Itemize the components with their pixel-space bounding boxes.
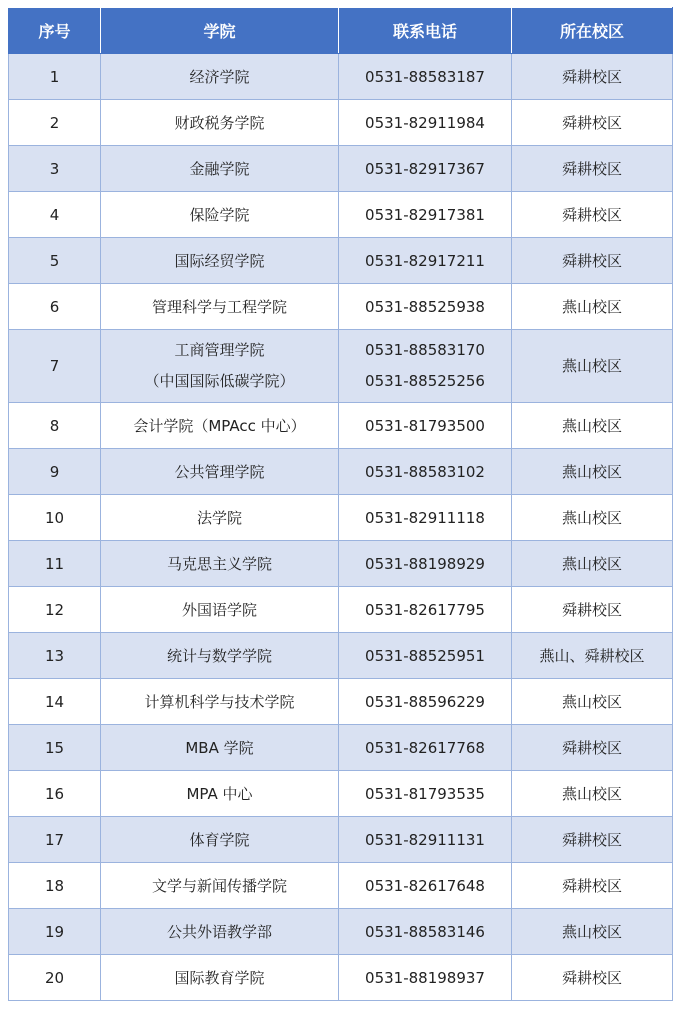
cell-college-text: 马克思主义学院 xyxy=(166,554,272,573)
cell-college xyxy=(101,403,339,449)
cell-college xyxy=(101,771,339,817)
cell-phone xyxy=(339,817,512,863)
cell-college xyxy=(101,633,339,679)
cell-phone xyxy=(339,495,512,541)
cell-serial-number xyxy=(9,54,101,100)
cell-phone xyxy=(339,679,512,725)
cell-phone xyxy=(339,146,512,192)
cell-college xyxy=(101,955,339,1001)
cell-campus xyxy=(512,817,673,863)
cell-phone-text: 0531-88525951 xyxy=(365,646,485,665)
cell-college-text: 保险学院 xyxy=(189,205,250,224)
cell-phone-text: 0531-82917381 xyxy=(365,205,485,224)
cell-campus-text: 舜耕校区 xyxy=(561,876,622,895)
cell-campus xyxy=(512,633,673,679)
cell-college-text: 法学院 xyxy=(196,508,242,527)
cell-phone-text: 0531-82911118 xyxy=(365,508,485,527)
header-college: 学院 xyxy=(101,8,339,54)
cell-phone xyxy=(339,955,512,1001)
table-row xyxy=(9,146,673,192)
cell-serial-number xyxy=(9,146,101,192)
cell-phone-text: 0531-81793535 xyxy=(365,784,485,803)
cell-serial-number xyxy=(9,284,101,330)
cell-college xyxy=(101,449,339,495)
table-row xyxy=(9,725,673,771)
cell-phone-text: 0531-88583102 xyxy=(365,462,485,481)
table-row xyxy=(9,449,673,495)
cell-campus-text: 舜耕校区 xyxy=(561,600,622,619)
cell-serial-number xyxy=(9,449,101,495)
cell-serial-number xyxy=(9,495,101,541)
cell-phone xyxy=(339,330,512,403)
cell-college-text: 管理科学与工程学院 xyxy=(151,297,287,316)
cell-campus-text: 舜耕校区 xyxy=(561,113,622,132)
cell-college xyxy=(101,541,339,587)
cell-campus xyxy=(512,146,673,192)
cell-campus xyxy=(512,449,673,495)
cell-serial-number-text: 8 xyxy=(49,416,60,435)
cell-college-text: 国际教育学院 xyxy=(174,968,265,987)
header-phone: 联系电话 xyxy=(339,8,512,54)
cell-campus xyxy=(512,725,673,771)
table-row xyxy=(9,771,673,817)
cell-college xyxy=(101,100,339,146)
table-row xyxy=(9,238,673,284)
cell-campus-text: 舜耕校区 xyxy=(561,830,622,849)
cell-campus xyxy=(512,863,673,909)
cell-college-text: 文学与新闻传播学院 xyxy=(151,876,287,895)
cell-campus xyxy=(512,238,673,284)
cell-phone-text: 0531-88583146 xyxy=(365,922,485,941)
cell-serial-number-text: 6 xyxy=(49,297,60,316)
cell-campus xyxy=(512,330,673,403)
cell-serial-number-text: 10 xyxy=(44,508,65,527)
table-body xyxy=(9,54,673,1001)
cell-serial-number xyxy=(9,771,101,817)
cell-phone xyxy=(339,633,512,679)
table-row xyxy=(9,284,673,330)
cell-serial-number xyxy=(9,238,101,284)
cell-campus xyxy=(512,284,673,330)
cell-phone-text: 0531-88198937 xyxy=(365,968,485,987)
cell-phone-text: 0531-81793500 xyxy=(365,416,485,435)
cell-serial-number-text: 5 xyxy=(49,251,60,270)
cell-campus xyxy=(512,495,673,541)
cell-phone-text: 0531-82617795 xyxy=(365,600,485,619)
cell-college-text: 金融学院 xyxy=(189,159,250,178)
cell-phone-text: 0531-88525938 xyxy=(365,297,485,316)
cell-college-text: 统计与数学学院 xyxy=(166,646,272,665)
cell-phone-text: 0531-88583187 xyxy=(365,67,485,86)
cell-serial-number-text: 7 xyxy=(49,356,60,375)
cell-college xyxy=(101,238,339,284)
cell-serial-number xyxy=(9,541,101,587)
cell-serial-number-text: 19 xyxy=(44,922,65,941)
cell-college-text: MBA 学院 xyxy=(185,738,254,757)
cell-college-text: MPA 中心 xyxy=(186,784,253,803)
cell-serial-number-text: 12 xyxy=(44,600,65,619)
table-row xyxy=(9,587,673,633)
cell-college-text: 会计学院（MPAcc 中心） xyxy=(133,416,306,435)
table-row xyxy=(9,541,673,587)
table-row xyxy=(9,54,673,100)
cell-serial-number xyxy=(9,817,101,863)
cell-college-text: 国际经贸学院 xyxy=(174,251,265,270)
cell-serial-number xyxy=(9,100,101,146)
cell-phone xyxy=(339,771,512,817)
cell-college-text: 公共管理学院 xyxy=(174,462,265,481)
cell-campus-text: 燕山校区 xyxy=(561,554,622,573)
table-row xyxy=(9,100,673,146)
cell-college xyxy=(101,587,339,633)
cell-serial-number xyxy=(9,679,101,725)
cell-phone-text: 0531-82911131 xyxy=(365,830,485,849)
cell-phone xyxy=(339,909,512,955)
cell-phone xyxy=(339,863,512,909)
cell-serial-number xyxy=(9,909,101,955)
cell-serial-number-text: 20 xyxy=(44,968,65,987)
cell-college xyxy=(101,725,339,771)
header-serial-number: 序号 xyxy=(9,8,101,54)
cell-phone xyxy=(339,587,512,633)
cell-campus-text: 舜耕校区 xyxy=(561,159,622,178)
cell-campus xyxy=(512,679,673,725)
header-campus: 所在校区 xyxy=(512,8,673,54)
cell-phone-text: 0531-88525256 xyxy=(365,372,485,390)
cell-college xyxy=(101,909,339,955)
table-row xyxy=(9,403,673,449)
cell-phone xyxy=(339,238,512,284)
cell-phone-text: 0531-88198929 xyxy=(365,554,485,573)
cell-phone-text: 0531-88596229 xyxy=(365,692,485,711)
cell-campus-text: 舜耕校区 xyxy=(561,738,622,757)
cell-phone xyxy=(339,541,512,587)
cell-serial-number xyxy=(9,955,101,1001)
cell-campus xyxy=(512,192,673,238)
cell-college xyxy=(101,192,339,238)
cell-campus-text: 燕山校区 xyxy=(561,416,622,435)
cell-college-text: 财政税务学院 xyxy=(174,113,265,132)
cell-college xyxy=(101,863,339,909)
table-header xyxy=(9,8,673,54)
cell-campus xyxy=(512,541,673,587)
cell-phone-text: 0531-82617768 xyxy=(365,738,485,757)
cell-serial-number xyxy=(9,863,101,909)
table-row xyxy=(9,909,673,955)
cell-campus xyxy=(512,955,673,1001)
cell-phone-text: 0531-82917367 xyxy=(365,159,485,178)
cell-serial-number xyxy=(9,633,101,679)
cell-serial-number xyxy=(9,192,101,238)
cell-college xyxy=(101,330,339,403)
cell-phone-text: 0531-82617648 xyxy=(365,876,485,895)
cell-college xyxy=(101,284,339,330)
cell-serial-number xyxy=(9,403,101,449)
cell-phone xyxy=(339,449,512,495)
cell-campus xyxy=(512,771,673,817)
cell-serial-number-text: 1 xyxy=(49,67,60,86)
cell-campus xyxy=(512,403,673,449)
cell-phone-text: 0531-82917211 xyxy=(365,251,485,270)
cell-phone xyxy=(339,100,512,146)
cell-college-text: 计算机科学与技术学院 xyxy=(144,692,295,711)
cell-serial-number xyxy=(9,725,101,771)
cell-campus-text: 燕山校区 xyxy=(561,508,622,527)
cell-serial-number-text: 17 xyxy=(44,830,65,849)
table-row xyxy=(9,330,673,403)
cell-phone-text: 0531-82911984 xyxy=(365,113,485,132)
cell-campus-text: 舜耕校区 xyxy=(561,968,622,987)
cell-serial-number-text: 13 xyxy=(44,646,65,665)
cell-serial-number-text: 11 xyxy=(44,554,65,573)
cell-campus-text: 燕山校区 xyxy=(561,692,622,711)
cell-college-text: 体育学院 xyxy=(189,830,250,849)
cell-campus-text: 燕山校区 xyxy=(561,462,622,481)
cell-campus xyxy=(512,54,673,100)
cell-college-text: 工商管理学院 xyxy=(174,341,265,359)
cell-serial-number-text: 2 xyxy=(49,113,60,132)
cell-campus-text: 燕山校区 xyxy=(561,356,622,375)
cell-campus-text: 舜耕校区 xyxy=(561,205,622,224)
cell-serial-number-text: 16 xyxy=(44,784,65,803)
cell-phone xyxy=(339,54,512,100)
cell-phone xyxy=(339,284,512,330)
table-row xyxy=(9,679,673,725)
cell-college xyxy=(101,817,339,863)
cell-college xyxy=(101,679,339,725)
cell-phone xyxy=(339,192,512,238)
cell-serial-number-text: 18 xyxy=(44,876,65,895)
college-contact-table xyxy=(8,7,673,1001)
cell-campus xyxy=(512,587,673,633)
cell-serial-number xyxy=(9,587,101,633)
cell-serial-number xyxy=(9,330,101,403)
cell-campus xyxy=(512,909,673,955)
cell-serial-number-text: 3 xyxy=(49,159,60,178)
cell-campus-text: 燕山、舜耕校区 xyxy=(539,646,645,665)
cell-college xyxy=(101,54,339,100)
table-row xyxy=(9,863,673,909)
table-row xyxy=(9,817,673,863)
cell-serial-number-text: 4 xyxy=(49,205,60,224)
cell-college-text: 外国语学院 xyxy=(181,600,257,619)
cell-phone xyxy=(339,403,512,449)
table-row xyxy=(9,633,673,679)
cell-phone xyxy=(339,725,512,771)
cell-college-text: （中国国际低碳学院） xyxy=(144,372,295,390)
cell-phone-text: 0531-88583170 xyxy=(365,341,485,359)
header-row xyxy=(9,8,673,54)
table-row xyxy=(9,955,673,1001)
cell-college-text: 公共外语教学部 xyxy=(166,922,272,941)
table-row xyxy=(9,495,673,541)
cell-campus-text: 燕山校区 xyxy=(561,922,622,941)
cell-college xyxy=(101,495,339,541)
cell-campus-text: 燕山校区 xyxy=(561,297,622,316)
table-row xyxy=(9,192,673,238)
cell-college-text: 经济学院 xyxy=(189,67,250,86)
cell-campus-text: 燕山校区 xyxy=(561,784,622,803)
cell-serial-number-text: 15 xyxy=(44,738,65,757)
cell-campus xyxy=(512,100,673,146)
cell-serial-number-text: 14 xyxy=(44,692,65,711)
cell-college xyxy=(101,146,339,192)
cell-campus-text: 舜耕校区 xyxy=(561,67,622,86)
cell-serial-number-text: 9 xyxy=(49,462,60,481)
cell-campus-text: 舜耕校区 xyxy=(561,251,622,270)
